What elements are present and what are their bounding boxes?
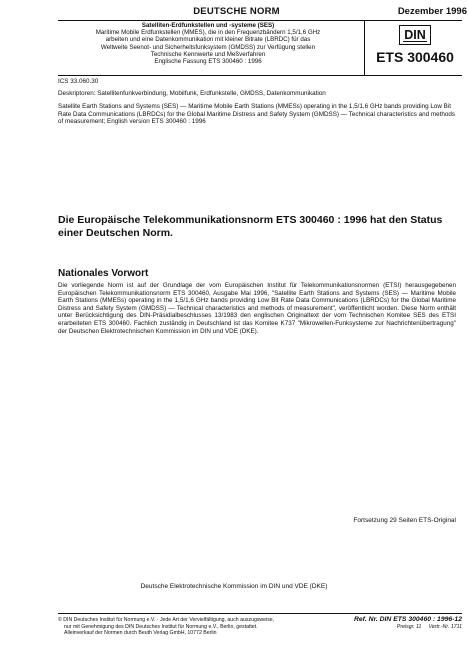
vorwort-text: Die vorliegende Norm ist auf der Grundlage der vom Europäischen Institut für Telekommunikationsnormen (ETSI) herausgegebenen Europäischen Telekommunikationsnorm ETS 300460, Ausgabe Mai 1996, "Satellite Earth Stations and Systems (SES) — Maritime Mobile Earth Stations (MMESs) operating in the 1,5/1,6 GHz bands providing Low Bit Rate Data Communications (LBRDCs) for the Global Maritime Distress and Safety System (GMDSS) — Technical characteristics and methods of measurement", veröffentlicht worden. Diese Norm enthält unter Berücksichtigung des DIN-Präsidialbeschlusses 13/1983 den englischen Originaltext der vom Technischen Komitee SES des ETSI erarbeiteten ETS 300460. Fachlich zuständig in Deutschland ist das Komitee K737 "Mikrowellen-Funksysteme zur Nachrichtenübertragung" der Deutschen Elektrotechnischen Kommission im DIN und VDE (DKE). [58,282,456,335]
continuation-note: Fortsetzung 29 Seiten ETS-Original [353,517,456,524]
reference-number: Ref. Nr. DIN ETS 300460 : 1996-12 [353,616,462,623]
footer [58,617,462,647]
din-logo [399,25,431,45]
subject-line: Englische Fassung ETS 300460 : 1996 [154,58,262,66]
header-divider [364,21,365,75]
subject-line: Maritime Mobile Erdfunkstellen (MMES), die in den Frequenzbändern 1,5/1,6 GHz [95,29,321,37]
vorwort-heading: Nationales Vorwort [58,268,149,279]
copyright-line: Alleinverkauf der Normen durch Beuth Verlag GmbH, 10772 Berlin [64,630,217,637]
price-group-line [354,624,462,631]
reference-block [354,617,462,630]
ics-code: ICS 33.060.30 [58,78,99,85]
price-group: Preisgr. 11 [396,623,422,630]
subject-line: Satelliten-Erdfunkstellen und -systeme (SES) [141,22,275,29]
header-bottom-rule [58,75,462,76]
copyright-line: nur mit Genehmigung des DIN Deutsches Institut für Normung e.V., Berlin, gestattet. [64,623,258,630]
copyright-line: © DIN Deutsches Institut für Normung e.V. · Jede Art der Vervielfältigung, auch auszugsweise, [58,617,275,623]
english-title: Satellite Earth Stations and Systems (SES) — Maritime Mobile Earth Stations (MMESs) operating in the 1,5/1,6 GHz bands providing Low Bit Rate Data Communications (LBRDCs) for the Global Maritime Distress and Safety System (GMDSS) — Technical characteristics and methods of measurement; English version ETS 300460 : 1996 [58,103,456,126]
din-logo-underline [403,41,427,42]
distribution-number: Vertr.-Nr. 1711 [428,623,462,630]
subject-box [58,21,358,76]
status-statement: Die Europäische Telekommunikationsnorm ETS 300460 : 1996 hat den Status einer Deutschen Norm. [58,214,443,239]
header-box [58,21,462,75]
din-logo-text: DIN [404,28,426,42]
subject-line: Weltweite Seenot- und Sicherheitsfunksystem (GMDSS) zur Verfügung stellen [100,43,316,51]
subject-line: arbeiten und eine Datenkommunikation mit kleiner Bitrate (LBRDC) für das [105,36,311,44]
issue-date: Dezember 1996 [397,6,467,17]
logo-box [369,25,461,65]
descriptors: Deskriptoren: Satellitenfunkverbindung, Mobilfunk, Erdfunkstelle, GMDSS, Datenkommunikation [58,90,326,97]
subject-line: Technische Kennwerte und Meßverfahren [150,50,266,58]
copyright-notice [58,617,338,637]
top-bar [58,6,467,21]
footer-rule [58,613,462,614]
norm-type-title: DEUTSCHE NORM [193,6,280,17]
standard-number: ETS 300460 [376,49,454,65]
dke-line: Deutsche Elektrotechnische Kommission im DIN und VDE (DKE) [140,583,328,590]
